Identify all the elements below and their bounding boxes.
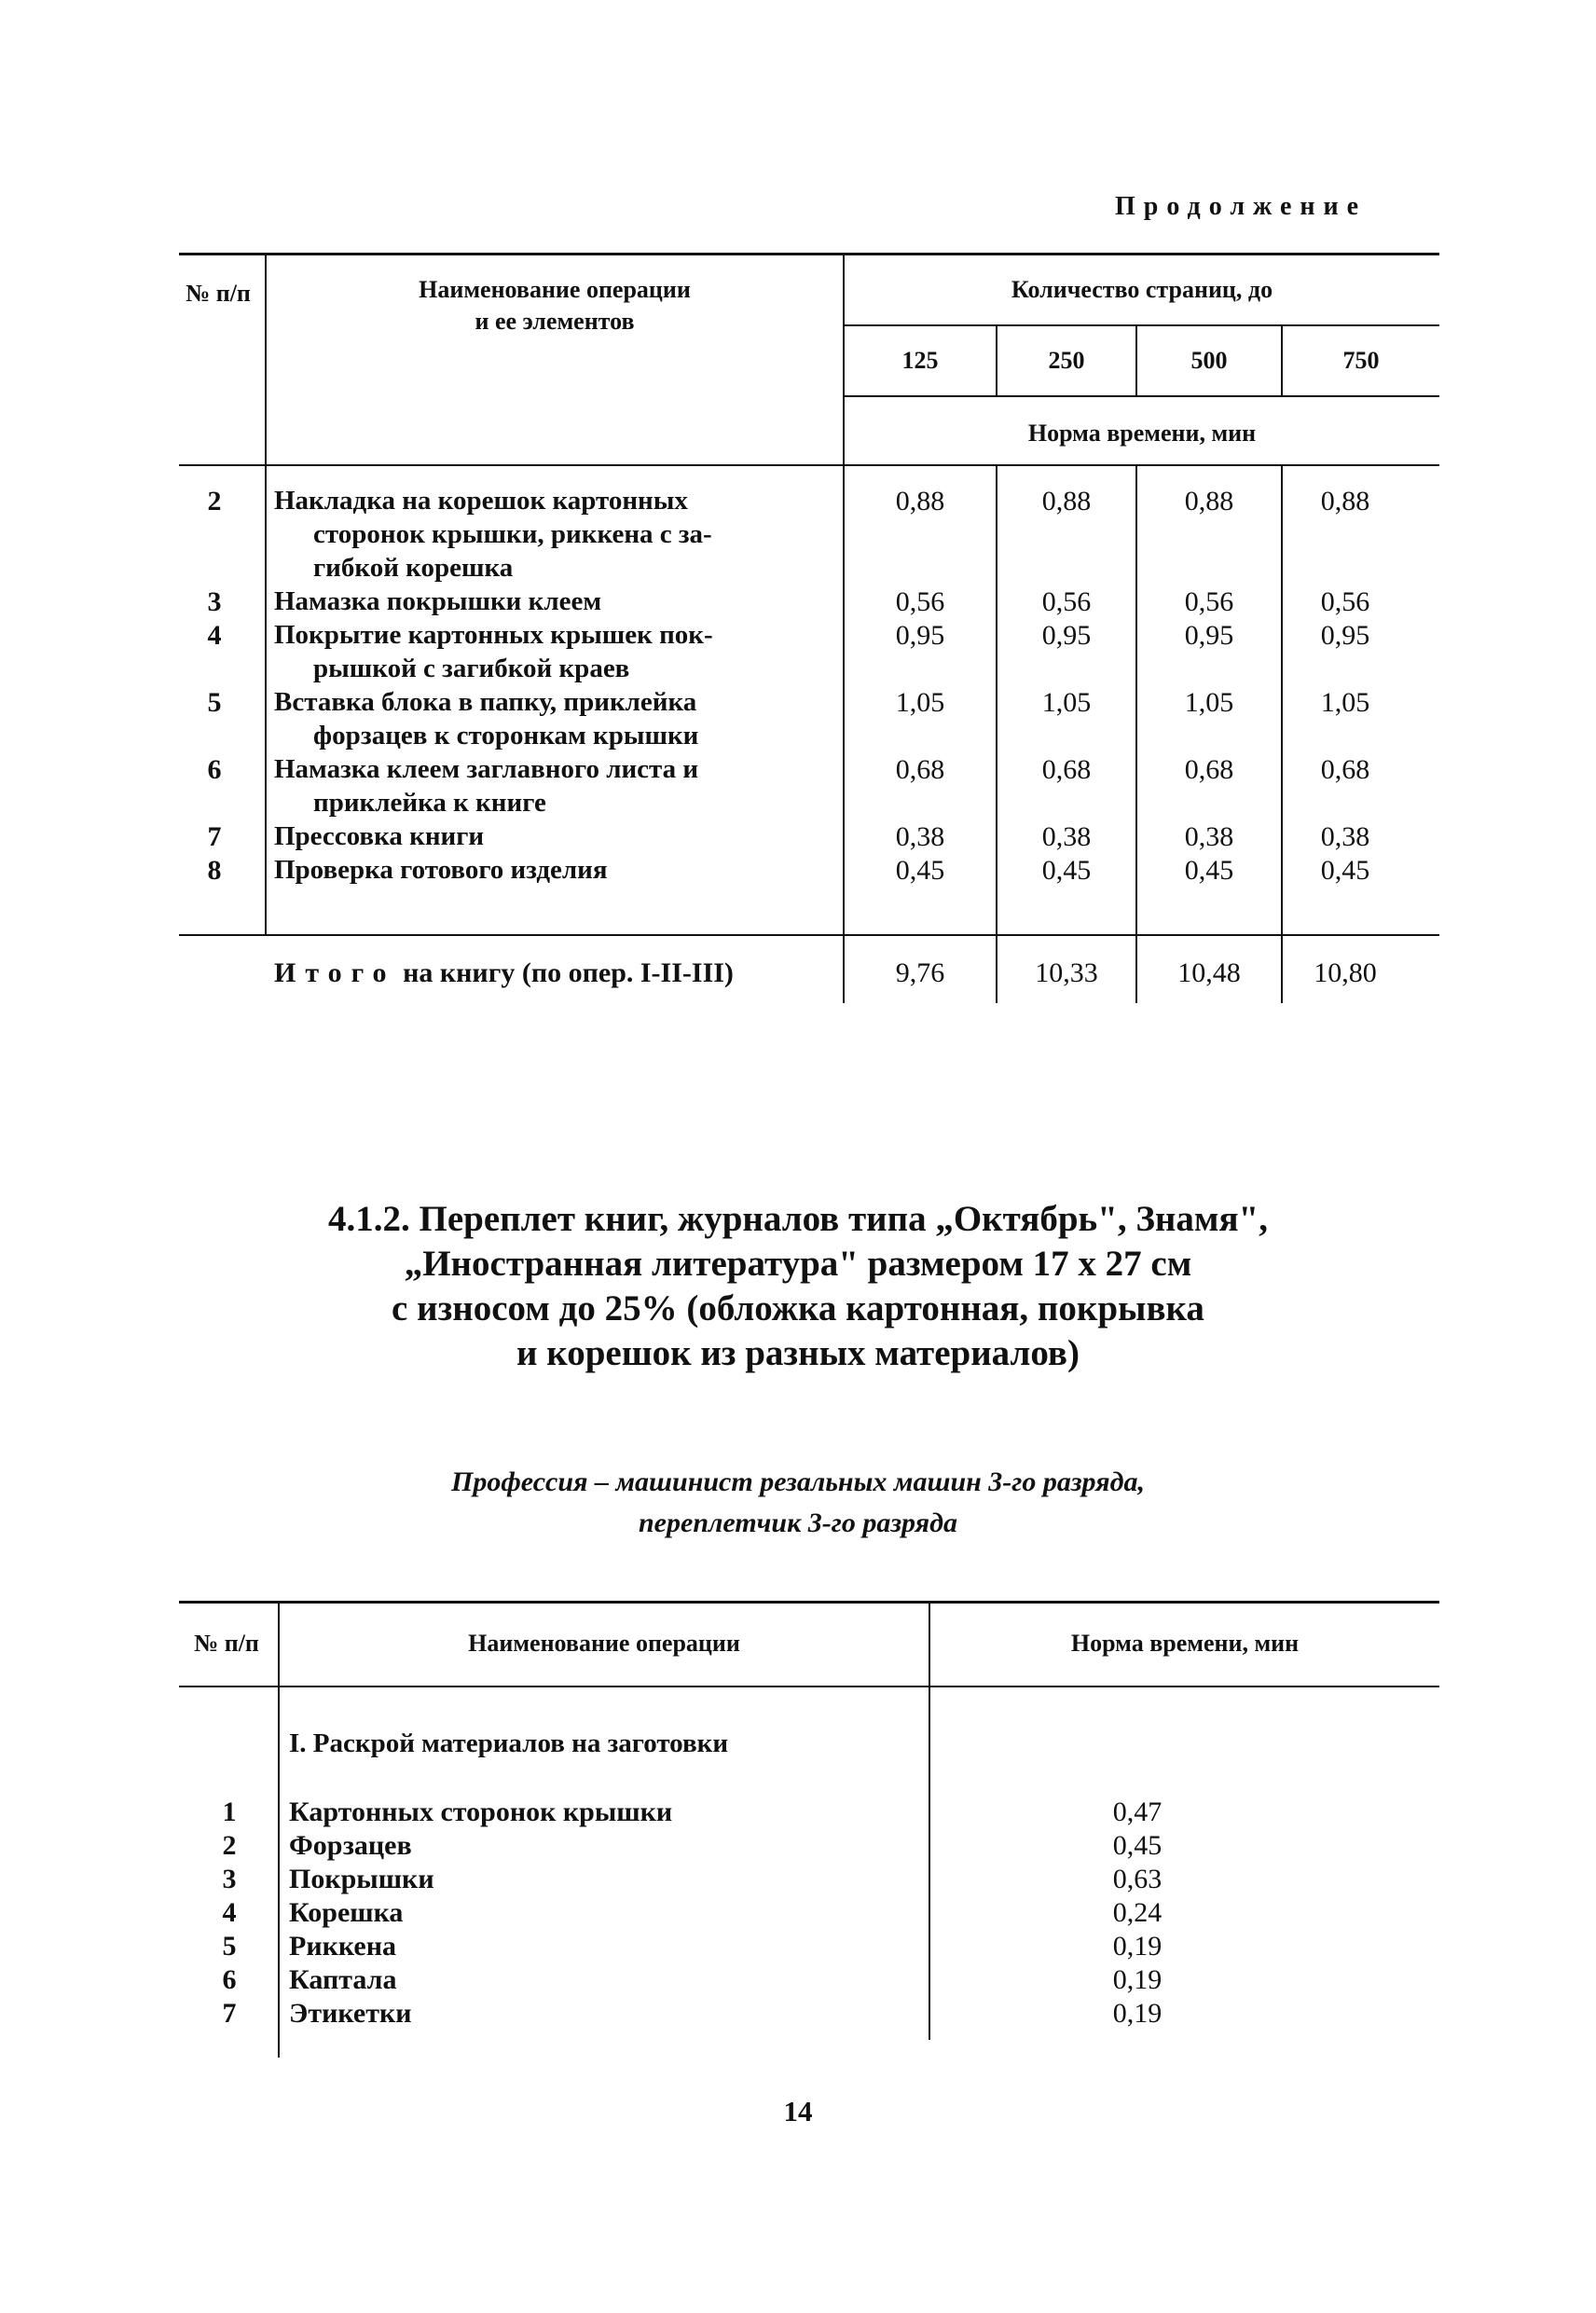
operation-name: Вставка блока в папку, приклейка: [274, 687, 697, 717]
time-value-250: 0,95: [1041, 620, 1092, 651]
time-value-250: 0,88: [1041, 486, 1092, 516]
time-value-125: 0,38: [895, 821, 945, 852]
operation-name: сторонок крышки, риккена с за-: [313, 519, 712, 549]
row-number: 4: [222, 1897, 237, 1928]
row-number: 5: [207, 687, 222, 718]
row-number: 6: [222, 1964, 237, 1995]
time-value: 0,47: [1112, 1797, 1163, 1827]
group-title: I. Раскрой материалов на заготовки: [289, 1728, 729, 1758]
table-1-top-rule: [179, 253, 1439, 255]
total-label: [274, 957, 734, 990]
operation-name: Этикетки: [289, 1998, 412, 2029]
operation-name: форзацев к сторонкам крышки: [313, 721, 699, 750]
operation-name: гибкой корешка: [313, 553, 514, 583]
operation-name: Каптала: [289, 1964, 397, 1995]
time-value-500: 0,38: [1184, 821, 1234, 852]
table-1-header-bottom-rule: [179, 464, 1439, 466]
operation-name: Риккена: [289, 1931, 397, 1962]
profession-line: переплетчик 3-го разряда: [639, 1508, 957, 1538]
table-2-top-rule: [179, 1601, 1439, 1604]
table-1-col-divider-num: [265, 253, 267, 934]
col-header-pages-750: 750: [1342, 347, 1380, 374]
table-2-header-bottom-rule: [179, 1686, 1439, 1687]
time-value-500: 1,05: [1184, 687, 1234, 718]
col-header-pages-500: 500: [1190, 347, 1228, 374]
time-value-125: 0,68: [895, 754, 945, 785]
page-number: 14: [783, 2095, 813, 2127]
operation-name: Картонных сторонок крышки: [289, 1797, 673, 1827]
col-header-number: № п/п: [186, 280, 251, 307]
time-value-250: 0,56: [1041, 586, 1092, 617]
table-1-col-divider-750: [1281, 464, 1283, 1003]
time-value-750: 0,68: [1320, 754, 1370, 785]
col-header-operation-line2: и ее элементов: [475, 308, 635, 335]
row-number: 4: [207, 620, 222, 651]
time-value: 0,19: [1112, 1931, 1163, 1962]
time-value: 0,45: [1112, 1830, 1163, 1861]
table-1-total-rule: [179, 934, 1439, 936]
section-title-line: 4.1.2. Переплет книг, журналов типа „Октябрь", Знамя",: [328, 1199, 1268, 1239]
row-number: 3: [222, 1864, 237, 1894]
time-value-250: 0,68: [1041, 754, 1092, 785]
total-value-500: 10,48: [1177, 957, 1241, 988]
operation-name: приклейка к книге: [313, 788, 546, 818]
row-number: 1: [222, 1797, 237, 1827]
time-value-750: 0,88: [1320, 486, 1370, 516]
time-value-125: 0,56: [895, 586, 945, 617]
table-2-col-divider-num: [278, 1601, 280, 2058]
section-title: [186, 1197, 1410, 1376]
time-value-750: 0,56: [1320, 586, 1370, 617]
time-value-750: 0,38: [1320, 821, 1370, 852]
col-header-pages-250: 250: [1048, 347, 1085, 374]
operation-name: Корешка: [289, 1897, 404, 1928]
time-value-125: 1,05: [895, 687, 945, 718]
time-value-750: 0,45: [1320, 855, 1370, 886]
t2-col-header-number: № п/п: [194, 1630, 259, 1657]
time-value-500: 0,45: [1184, 855, 1234, 886]
time-value-250: 1,05: [1041, 687, 1092, 718]
time-value-500: 0,95: [1184, 620, 1234, 651]
time-value: 0,63: [1112, 1864, 1163, 1894]
col-header-time-norm: Норма времени, мин: [1027, 420, 1257, 447]
row-number: 8: [207, 855, 222, 886]
total-value-750: 10,80: [1314, 957, 1377, 988]
section-title-line: и корешок из разных материалов): [516, 1333, 1080, 1373]
section-title-line: с износом до 25% (обложка картонная, покрывка: [392, 1288, 1204, 1329]
time-value-125: 0,95: [895, 620, 945, 651]
row-number: 2: [222, 1830, 237, 1861]
table-1-col-divider-250: [996, 464, 998, 1003]
row-number: 7: [207, 821, 222, 852]
row-number: 6: [207, 754, 222, 785]
time-value-750: 1,05: [1320, 687, 1370, 718]
operation-name: Форзацев: [289, 1830, 412, 1861]
operation-name: Прессовка книги: [274, 821, 485, 851]
col-header-pages-125: 125: [901, 347, 939, 374]
total-value-250: 10,33: [1035, 957, 1098, 988]
operation-name: Покрытие картонных крышек пок-: [274, 620, 713, 650]
continued-label: Продолжение: [1115, 192, 1368, 221]
time-value-500: 0,56: [1184, 586, 1234, 617]
time-value-250: 0,45: [1041, 855, 1092, 886]
total-label-rest: на книгу (по опер. I-II-III): [403, 957, 734, 988]
operation-name: Покрышки: [289, 1864, 434, 1894]
col-header-page-count: Количество страниц, до: [1011, 276, 1273, 303]
t2-col-header-time-norm: Норма времени, мин: [1070, 1630, 1300, 1657]
table-1-pages-rule: [844, 324, 1439, 326]
time-value: 0,24: [1112, 1897, 1163, 1928]
time-value-750: 0,95: [1320, 620, 1370, 651]
time-value-500: 0,88: [1184, 486, 1234, 516]
table-2-col-divider-name: [929, 1686, 930, 2040]
profession-line: Профессия – машинист резальных машин 3-го разряда,: [450, 1466, 1145, 1497]
time-value: 0,19: [1112, 1964, 1163, 1995]
total-value-125: 9,76: [895, 957, 945, 988]
time-value-250: 0,38: [1041, 821, 1092, 852]
table-1-col-divider-500: [1135, 464, 1137, 1003]
operation-name: Проверка готового изделия: [274, 855, 608, 885]
operation-name: Намазка клеем заглавного листа и: [274, 754, 699, 784]
table-1-norm-rule: [844, 395, 1439, 397]
t2-col-header-operation: Наименование операции: [468, 1630, 740, 1657]
col-header-operation-line1: Наименование операции: [419, 276, 691, 303]
section-title-line: „Иностранная литература" размером 17 х 27 см: [404, 1244, 1192, 1284]
time-value-125: 0,45: [895, 855, 945, 886]
profession-note: [186, 1462, 1410, 1544]
operation-name: Накладка на корешок картонных: [274, 486, 688, 516]
row-number: 2: [207, 486, 222, 516]
row-number: 7: [222, 1998, 237, 2029]
time-value-500: 0,68: [1184, 754, 1234, 785]
row-number: 3: [207, 586, 222, 617]
operation-name: рышкой с загибкой краев: [313, 654, 630, 683]
row-number: 5: [222, 1931, 237, 1962]
operation-name: Намазка покрышки клеем: [274, 586, 602, 616]
time-value-125: 0,88: [895, 486, 945, 516]
total-label-spaced: Итого: [274, 957, 396, 988]
time-value: 0,19: [1112, 1998, 1163, 2029]
